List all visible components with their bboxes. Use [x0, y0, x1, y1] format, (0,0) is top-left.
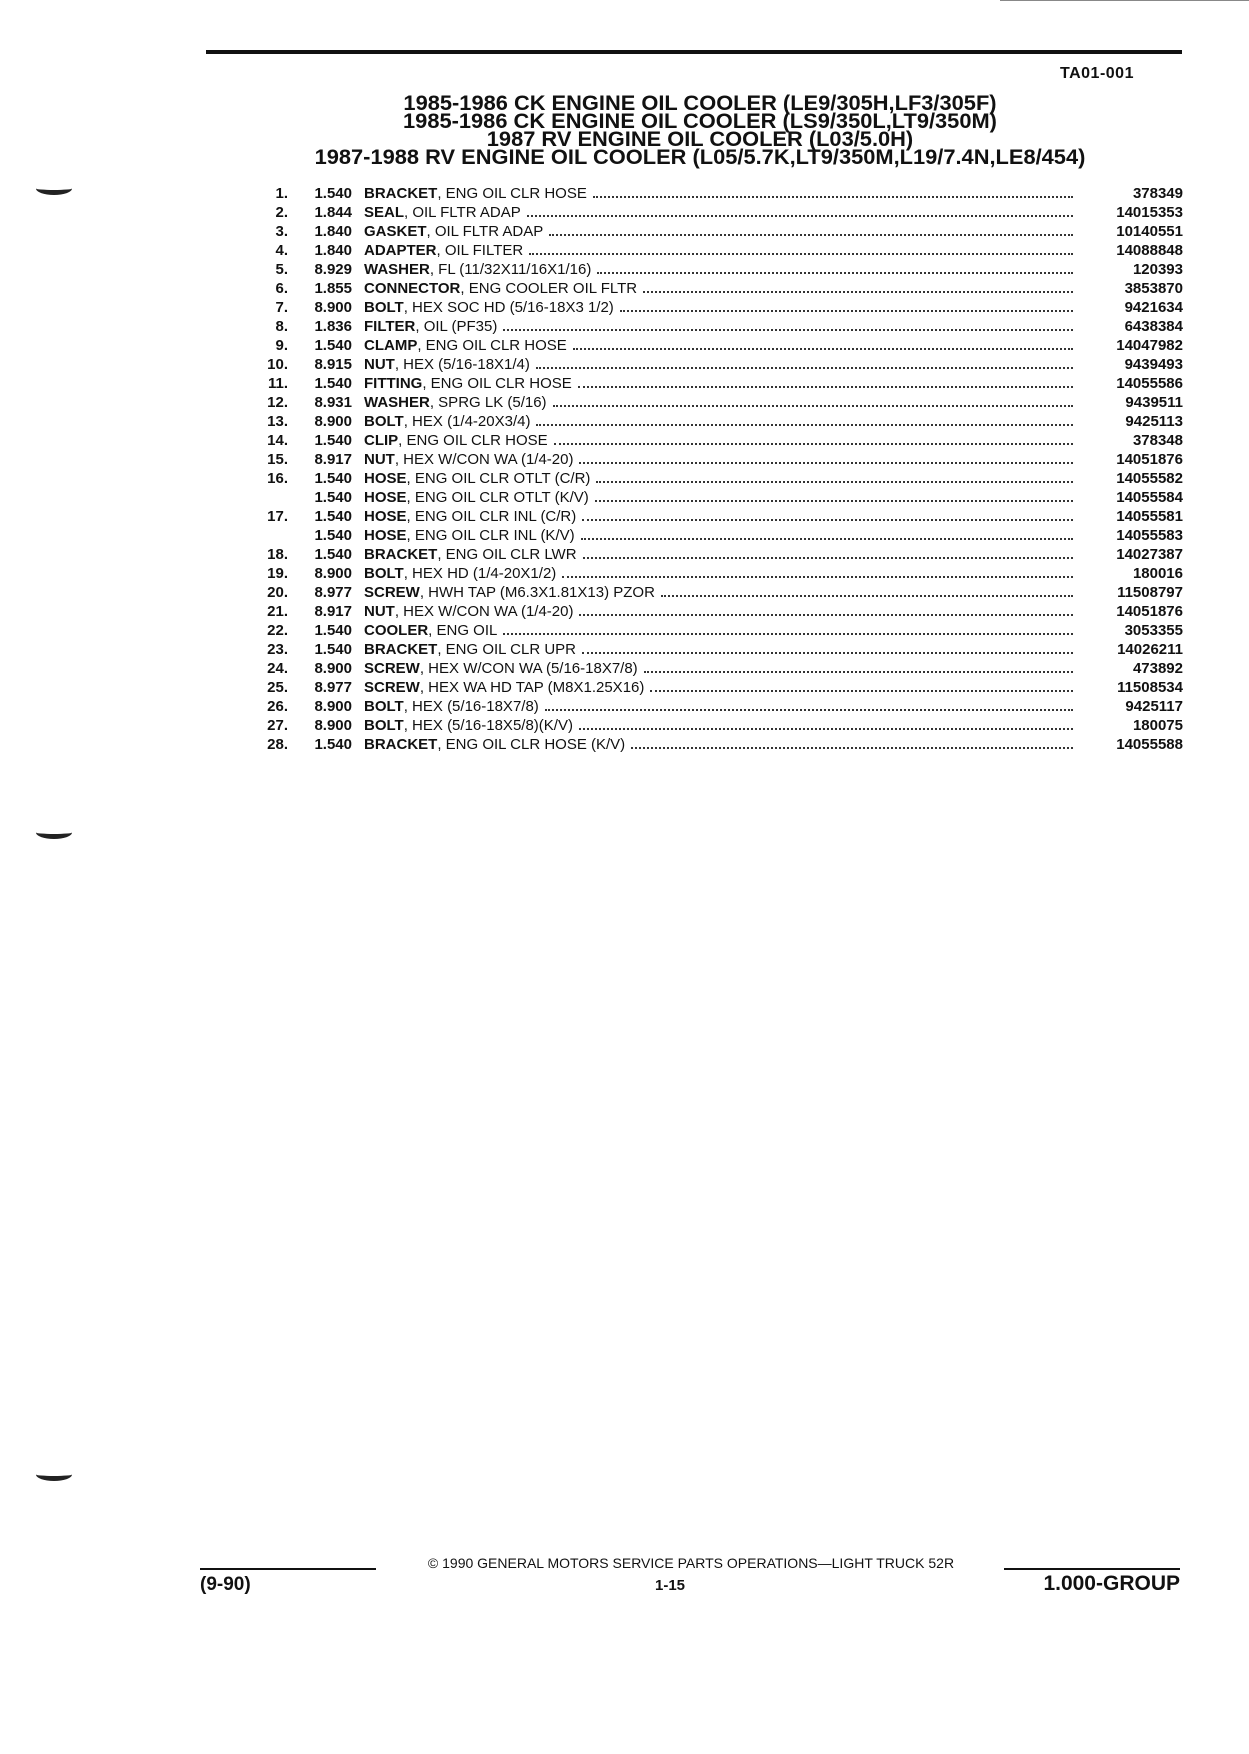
binding-hole-mark [36, 182, 72, 195]
part-number: 11508797 [1117, 584, 1183, 601]
part-detail: , OIL FLTR ADAP [404, 204, 521, 221]
group-code: 8.900 [314, 299, 352, 316]
group-code: 1.540 [314, 470, 352, 487]
dot-leader [554, 443, 1073, 445]
part-detail: , ENG OIL CLR HOSE (K/V) [437, 736, 626, 753]
part-name: CONNECTOR [364, 280, 461, 297]
section-titles [200, 92, 1200, 169]
part-row [248, 545, 1183, 564]
item-number: 5. [275, 261, 288, 278]
part-name: BOLT [364, 717, 404, 734]
part-row [248, 431, 1183, 450]
part-detail: , ENG OIL [428, 622, 498, 639]
group-code: 1.540 [314, 185, 352, 202]
part-detail: , HEX HD (1/4-20X1/2) [403, 565, 557, 582]
part-row [248, 469, 1183, 488]
dot-leader [582, 519, 1073, 521]
part-description [364, 184, 1073, 203]
part-number: 10140551 [1116, 223, 1183, 240]
part-row [248, 222, 1183, 241]
footer-rule [1004, 1568, 1180, 1570]
part-row [248, 298, 1183, 317]
part-description [364, 469, 1073, 488]
part-description [364, 450, 1073, 469]
group-code: 8.977 [314, 679, 352, 696]
part-name: BRACKET [364, 185, 438, 202]
part-row [248, 355, 1183, 374]
dot-leader [579, 728, 1073, 730]
part-name: BOLT [364, 413, 404, 430]
part-row [248, 697, 1183, 716]
part-description [364, 526, 1073, 545]
part-number: 14051876 [1116, 603, 1183, 620]
item-number: 11. [267, 375, 288, 392]
part-number: 9425113 [1125, 413, 1183, 430]
item-number: 2. [275, 204, 288, 221]
part-row [248, 716, 1183, 735]
part-number: 3053355 [1124, 622, 1183, 639]
part-description [364, 735, 1073, 754]
part-number: 9439511 [1125, 394, 1183, 411]
part-number: 6438384 [1124, 318, 1183, 335]
part-row [248, 583, 1183, 602]
part-description [364, 583, 1073, 602]
group-code: 8.977 [314, 584, 352, 601]
part-detail: , ENG OIL CLR OTLT (C/R) [406, 470, 591, 487]
dot-leader [661, 595, 1073, 597]
part-detail: , ENG OIL CLR INL (K/V) [406, 527, 575, 544]
item-number: 8. [275, 318, 288, 335]
section-title: 1985-1986 CK ENGINE OIL COOLER (LS9/350L,LT9/350M) [403, 110, 997, 133]
item-number: 13. [267, 413, 288, 430]
part-detail: , OIL FLTR ADAP [426, 223, 544, 240]
dot-leader [596, 481, 1073, 483]
dot-leader [644, 671, 1073, 673]
part-description [364, 488, 1073, 507]
group-code: 1.540 [314, 432, 352, 449]
part-name: SEAL [364, 204, 405, 221]
item-number: 21. [267, 603, 288, 620]
item-number: 24. [267, 660, 288, 677]
part-name: BRACKET [364, 736, 438, 753]
part-description [364, 241, 1073, 260]
part-description [364, 640, 1073, 659]
part-row [248, 336, 1183, 355]
part-description [364, 507, 1073, 526]
part-detail: , ENG OIL CLR OTLT (K/V) [406, 489, 589, 506]
group-number: 1.000-GROUP [1043, 1572, 1180, 1595]
dot-leader [573, 348, 1073, 350]
item-number: 26. [267, 698, 288, 715]
item-number: 9. [275, 337, 288, 354]
page-number: 1-15 [654, 1577, 686, 1594]
part-number: 14055584 [1116, 489, 1183, 506]
parts-list [248, 184, 1183, 754]
part-number: 9425117 [1125, 698, 1183, 715]
item-number: 23. [267, 641, 288, 658]
part-name: CLIP [364, 432, 399, 449]
part-row [248, 260, 1183, 279]
section-title: 1985-1986 CK ENGINE OIL COOLER (LE9/305H,LF3/305F) [403, 92, 997, 115]
part-row [248, 393, 1183, 412]
part-detail: , ENG OIL CLR HOSE [437, 185, 587, 202]
part-row [248, 659, 1183, 678]
part-detail: , SPRG LK (5/16) [429, 394, 547, 411]
part-number: 14055586 [1116, 375, 1183, 392]
item-number: 18. [267, 546, 288, 563]
dot-leader [503, 633, 1073, 635]
dot-leader [595, 500, 1073, 502]
part-detail: , HEX (5/16-18X1/4) [394, 356, 530, 373]
part-number: 180075 [1132, 717, 1183, 734]
group-code: 8.917 [314, 451, 352, 468]
part-row [248, 450, 1183, 469]
part-detail: , HEX W/CON WA (5/16-18X7/8) [419, 660, 638, 677]
item-number: 16. [267, 470, 288, 487]
part-number: 3853870 [1124, 280, 1183, 297]
part-name: SCREW [364, 584, 420, 601]
part-description [364, 545, 1073, 564]
part-detail: , OIL (PF35) [415, 318, 498, 335]
part-row [248, 203, 1183, 222]
document-id: TA01-001 [1060, 65, 1134, 82]
part-number: 14051876 [1116, 451, 1183, 468]
item-number: 12. [267, 394, 288, 411]
item-number: 17. [267, 508, 288, 525]
part-row [248, 640, 1183, 659]
part-name: COOLER [364, 622, 429, 639]
part-row [248, 279, 1183, 298]
part-detail: , HEX WA HD TAP (M8X1.25X16) [419, 679, 645, 696]
part-name: SCREW [364, 679, 420, 696]
part-name: BOLT [364, 299, 404, 316]
part-number: 14015353 [1116, 204, 1183, 221]
part-number: 120393 [1132, 261, 1183, 278]
part-detail: , HEX (5/16-18X7/8) [403, 698, 539, 715]
binding-hole-mark [36, 1468, 72, 1481]
dot-leader [631, 747, 1073, 749]
group-code: 8.900 [314, 565, 352, 582]
group-code: 1.540 [314, 546, 352, 563]
part-name: WASHER [364, 394, 430, 411]
dot-leader [579, 614, 1073, 616]
group-code: 8.929 [314, 261, 352, 278]
part-name: HOSE [364, 470, 407, 487]
dot-leader [593, 196, 1073, 198]
dot-leader [620, 310, 1073, 312]
item-number: 15. [267, 451, 288, 468]
group-code: 1.836 [314, 318, 352, 335]
part-detail: , ENG COOLER OIL FLTR [460, 280, 638, 297]
part-number: 473892 [1132, 660, 1183, 677]
part-detail: , FL (11/32X11/16X1/16) [429, 261, 592, 278]
part-description [364, 260, 1073, 279]
part-row [248, 184, 1183, 203]
part-description [364, 431, 1073, 450]
part-detail: , ENG OIL CLR UPR [437, 641, 576, 658]
part-row [248, 317, 1183, 336]
section-title: 1987-1988 RV ENGINE OIL COOLER (L05/5.7K,LT9/350M,L19/7.4N,LE8/454) [314, 146, 1086, 169]
item-number: 25. [267, 679, 288, 696]
section-title: 1987 RV ENGINE OIL COOLER (L03/5.0H) [486, 128, 914, 151]
item-number: 4. [275, 242, 288, 259]
group-code: 1.855 [314, 280, 352, 297]
part-number: 14055581 [1116, 508, 1183, 525]
part-description [364, 697, 1073, 716]
part-name: HOSE [364, 527, 407, 544]
part-detail: , OIL FILTER [436, 242, 524, 259]
part-number: 14026211 [1117, 641, 1183, 658]
item-number: 22. [267, 622, 288, 639]
part-row [248, 241, 1183, 260]
dot-leader [536, 424, 1073, 426]
dot-leader [581, 538, 1073, 540]
item-number: 10. [267, 356, 288, 373]
part-detail: , HWH TAP (M6.3X1.81X13) PZOR [419, 584, 655, 601]
item-number: 6. [275, 280, 288, 297]
part-description [364, 298, 1073, 317]
part-detail: , HEX W/CON WA (1/4-20) [394, 603, 574, 620]
part-description [364, 355, 1073, 374]
group-code: 8.900 [314, 660, 352, 677]
header-rule [206, 50, 1182, 54]
group-code: 1.540 [314, 641, 352, 658]
dot-leader [579, 462, 1073, 464]
part-number: 14027387 [1116, 546, 1183, 563]
binding-hole-mark [36, 826, 72, 839]
group-code: 8.900 [314, 413, 352, 430]
group-code: 8.900 [314, 698, 352, 715]
item-number: 3. [275, 223, 288, 240]
part-row [248, 374, 1183, 393]
part-description [364, 336, 1073, 355]
part-detail: , ENG OIL CLR LWR [437, 546, 577, 563]
item-number: 19. [267, 565, 288, 582]
item-number: 1. [275, 185, 288, 202]
part-row [248, 564, 1183, 583]
part-description [364, 678, 1073, 697]
dot-leader [529, 253, 1073, 255]
part-name: FITTING [364, 375, 423, 392]
part-number: 378349 [1132, 185, 1183, 202]
part-name: CLAMP [364, 337, 418, 354]
dot-leader [582, 652, 1073, 654]
part-detail: , HEX (1/4-20X3/4) [403, 413, 531, 430]
part-name: NUT [364, 451, 395, 468]
part-detail: , HEX W/CON WA (1/4-20) [394, 451, 574, 468]
part-detail: , HEX (5/16-18X5/8)(K/V) [403, 717, 573, 734]
part-number: 11508534 [1117, 679, 1183, 696]
part-row [248, 412, 1183, 431]
group-code: 1.540 [314, 622, 352, 639]
part-name: GASKET [364, 223, 427, 240]
part-description [364, 203, 1073, 222]
part-detail: , HEX SOC HD (5/16-18X3 1/2) [403, 299, 614, 316]
part-number: 14055582 [1116, 470, 1183, 487]
part-number: 14047982 [1116, 337, 1183, 354]
part-description [364, 564, 1073, 583]
group-code: 1.540 [314, 527, 352, 544]
part-name: WASHER [364, 261, 430, 278]
revision-date: (9-90) [200, 1574, 251, 1595]
part-name: ADAPTER [364, 242, 437, 259]
group-code: 1.540 [314, 337, 352, 354]
item-number: 27. [267, 717, 288, 734]
part-name: NUT [364, 356, 395, 373]
group-code: 1.840 [314, 242, 352, 259]
part-name: SCREW [364, 660, 420, 677]
group-code: 1.840 [314, 223, 352, 240]
dot-leader [578, 386, 1073, 388]
part-name: BRACKET [364, 641, 438, 658]
item-number: 28. [267, 736, 288, 753]
dot-leader [549, 234, 1073, 236]
dot-leader [583, 557, 1073, 559]
part-number: 14055583 [1116, 527, 1183, 544]
part-description [364, 659, 1073, 678]
scan-edge-line [1000, 0, 1249, 1]
part-description [364, 393, 1073, 412]
part-description [364, 621, 1073, 640]
dot-leader [503, 329, 1073, 331]
part-number: 9439493 [1124, 356, 1183, 373]
group-code: 1.540 [314, 375, 352, 392]
group-code: 1.540 [314, 736, 352, 753]
dot-leader [553, 405, 1073, 407]
part-description [364, 412, 1073, 431]
part-name: BRACKET [364, 546, 438, 563]
part-name: BOLT [364, 565, 404, 582]
item-number: 14. [267, 432, 288, 449]
group-code: 8.917 [314, 603, 352, 620]
group-code: 1.540 [314, 489, 352, 506]
part-description [364, 374, 1073, 393]
part-name: BOLT [364, 698, 404, 715]
part-row [248, 488, 1183, 507]
dot-leader [643, 291, 1073, 293]
part-detail: , ENG OIL CLR HOSE [417, 337, 567, 354]
dot-leader [650, 690, 1073, 692]
part-description [364, 222, 1073, 241]
group-code: 1.540 [314, 508, 352, 525]
part-name: NUT [364, 603, 395, 620]
item-number: 7. [275, 299, 288, 316]
footer-rule [200, 1568, 376, 1570]
part-row [248, 507, 1183, 526]
part-number: 14088848 [1116, 242, 1183, 259]
part-row [248, 526, 1183, 545]
part-description [364, 317, 1073, 336]
part-name: HOSE [364, 489, 407, 506]
part-detail: , ENG OIL CLR INL (C/R) [406, 508, 577, 525]
part-name: HOSE [364, 508, 407, 525]
part-description [364, 279, 1073, 298]
part-number: 14055588 [1116, 736, 1183, 753]
part-row [248, 735, 1183, 754]
part-description [364, 716, 1073, 735]
part-row [248, 602, 1183, 621]
group-code: 8.915 [314, 356, 352, 373]
part-detail: , ENG OIL CLR HOSE [398, 432, 548, 449]
part-row [248, 621, 1183, 640]
part-row [248, 678, 1183, 697]
dot-leader [527, 215, 1073, 217]
part-number: 180016 [1132, 565, 1183, 582]
item-number: 20. [267, 584, 288, 601]
copyright-notice: © 1990 GENERAL MOTORS SERVICE PARTS OPERATIONS—LIGHT TRUCK 52R [427, 1555, 955, 1571]
part-number: 9421634 [1124, 299, 1183, 316]
group-code: 8.900 [314, 717, 352, 734]
group-code: 8.931 [314, 394, 352, 411]
dot-leader [562, 576, 1073, 578]
part-detail: , ENG OIL CLR HOSE [422, 375, 572, 392]
part-description [364, 602, 1073, 621]
part-name: FILTER [364, 318, 416, 335]
dot-leader [536, 367, 1073, 369]
part-number: 378348 [1132, 432, 1183, 449]
group-code: 1.844 [314, 204, 352, 221]
dot-leader [597, 272, 1073, 274]
dot-leader [545, 709, 1073, 711]
